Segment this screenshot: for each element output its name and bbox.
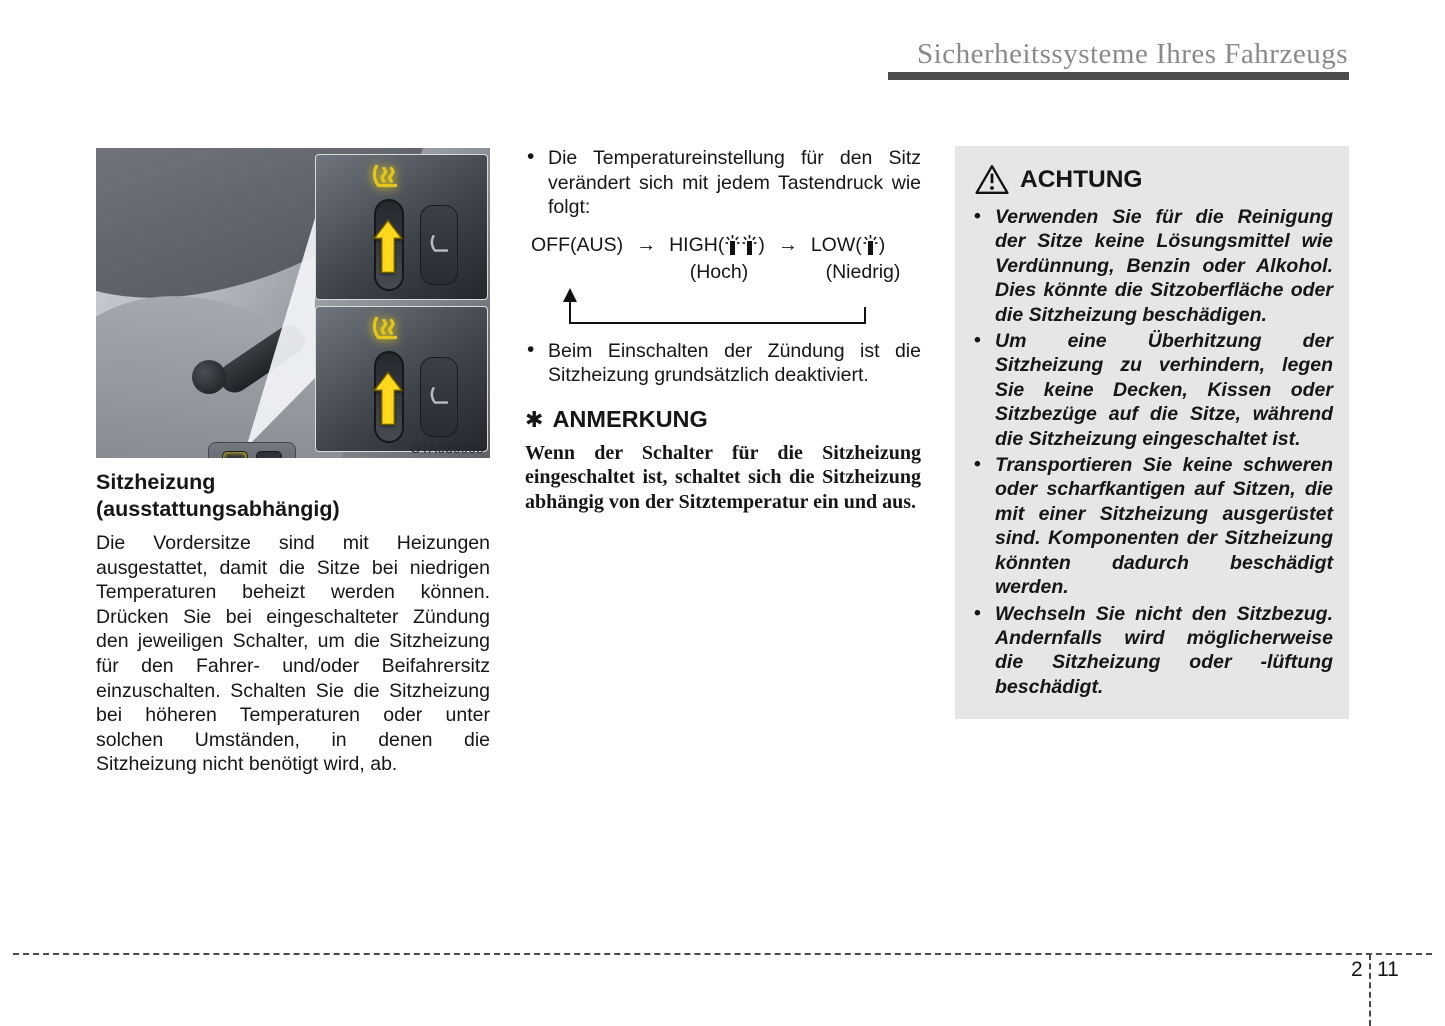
footer-dashed-vertical-rule [1369,954,1371,1026]
note-heading-label: ANMERKUNG [552,405,708,432]
caution-box [955,146,1349,719]
press-button-arrow-icon [372,371,404,427]
footer-dashed-rule [13,953,1432,955]
page-section-number: 2 [1351,958,1363,981]
switch-button [420,357,458,437]
note-body-text: Wenn der Schalter für die Sitzheizung eingeschaltet ist, schaltet sich die Sitzheizung abhängig von der Sitztemperatur ein und aus. [525,441,921,513]
caution-item: • Wechseln Sie nicht den Sitzbezug. Andernfalls wird möglicherweise die Sitzheizung oder -lüftung beschädigt. [971,602,1333,700]
seat-icon [427,385,451,409]
section-heading-line2: (ausstattungsabhängig) [96,497,340,521]
heat-level-sublabels [525,261,921,287]
seat-heater-button [256,451,282,458]
section-body-text: Die Vordersitze sind mit Heizungen ausgestattet, damit die Sitze bei niedrigen Temperaturen beheizt werden können. Drücken Sie bei eingeschalteter Zündung den jeweiligen Schalter, um die Sitzheizung für den Fahrer- und/oder Beifahrersitz einzuschalten. Schalten Sie die Sitzheizung bei höheren Temperaturen oder unter solchen Umständen, in denen die Sitzheizung nicht benötigt wird, ab. [96,532,490,776]
diagram-niedrig-label: (Niedrig) [825,260,901,283]
seat-heater-indicator-icon [370,315,402,345]
seat-heater-button-cluster [208,442,296,458]
right-arrow-icon: → [636,233,657,256]
page-number: 11 [1377,958,1399,981]
diagram-low-close: ) [878,233,886,256]
heat-level-sequence [525,232,921,259]
page-header-title: Sicherheitssysteme Ihres Fahrzeugs [917,38,1348,70]
note-heading [525,406,921,433]
diagram-low-label: LOW( [810,233,862,256]
seat-heater-switch-photo [96,148,490,458]
caution-heading [975,164,1333,195]
diagram-off-label: OFF(AUS) [531,233,624,256]
warning-triangle-icon [975,164,1009,195]
caution-item: • Verwenden Sie für die Reinigung der Sitze keine Lösungsmittel wie Verdünnung, Benzin oder Alkohol. Dies könnte die Sitzoberfläche oder die Sitzheizung beschädigen. [971,205,1333,327]
right-arrow-icon: → [777,233,798,256]
bullet-item: • Die Temperatureinstellung für den Sitz verändert sich mit jedem Tastendruck wie folgt: [525,146,921,220]
switch-closeup-inset-low [315,306,488,452]
switch-closeup-inset-high [315,154,488,300]
bullet-item: • Beim Einschalten der Zündung ist die Sitzheizung grundsätzlich deaktiviert. [525,339,921,388]
figure-code: OTA030008 [410,441,484,456]
switch-button [420,205,458,285]
diagram-high-label: HIGH( [669,233,725,256]
caution-item: • Transportieren Sie keine schweren oder scharfkantigen auf Sitzen, die mit einer Sitzheizung ausgerüstet sind. Komponenten der Sitzheizung könnten dadurch beschädigt werden. [971,453,1333,599]
section-heading-line1: Sitzheizung [96,470,216,494]
heat-level-led-icon [725,235,740,257]
heat-level-led-icon [863,235,878,257]
caution-item: • Um eine Überhitzung der Sitzheizung zu verhindern, legen Sie keine Decken, Kissen oder Sitzbezüge auf die Sitze, während die Sitzheizung eingeschaltet ist. [971,329,1333,451]
caution-heading-label: ACHTUNG [1020,165,1143,193]
cycle-return-arrow [525,287,921,329]
press-button-arrow-icon [372,219,404,275]
diagram-high-close: ) [758,233,765,256]
heat-level-led-icon [742,235,757,257]
diagram-hoch-label: (Hoch) [689,260,749,283]
seat-heater-indicator-icon [370,163,402,193]
asterisk-icon: ✱ [525,407,544,433]
middle-column [525,146,921,514]
header-rule-bar [888,72,1349,80]
seat-icon [427,233,451,257]
seat-heater-switch-figure [96,148,490,458]
left-column [96,148,490,777]
seat-heater-button [222,451,248,458]
section-heading [96,469,490,523]
heat-level-diagram [525,232,921,329]
